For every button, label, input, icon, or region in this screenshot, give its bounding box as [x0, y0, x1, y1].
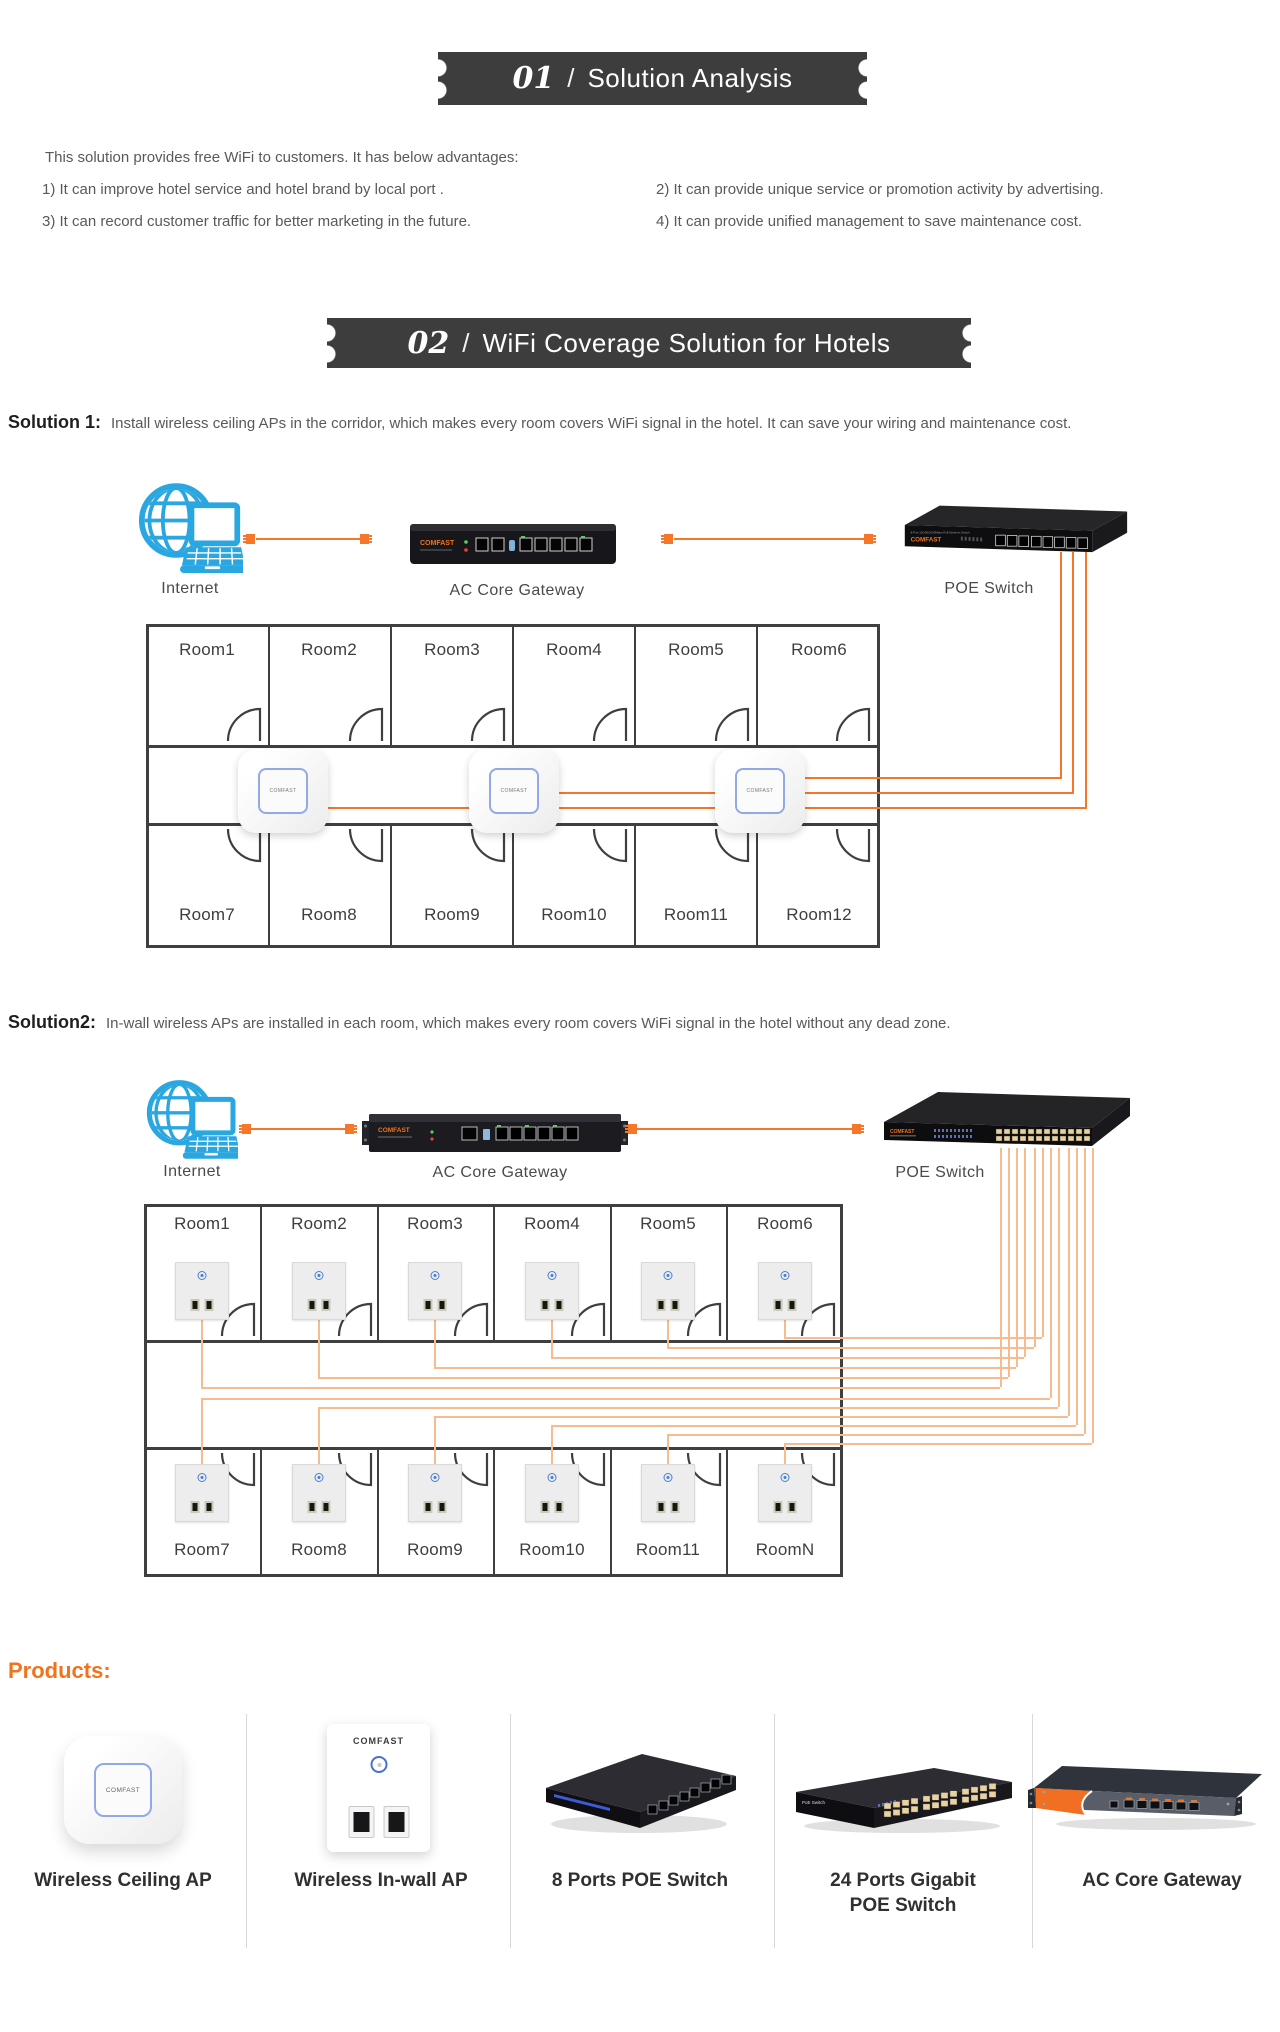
led-icon: [548, 1473, 557, 1482]
gateway-label: AC Core Gateway: [432, 1164, 568, 1181]
rj45-ports-icon: [424, 1501, 447, 1513]
ceiling-ap-faceplate: [489, 768, 539, 814]
room-label: RoomN: [755, 1540, 815, 1559]
plug-icon: [628, 1124, 637, 1134]
plug-icon: [864, 534, 873, 544]
room-label: Room8: [291, 1540, 347, 1559]
device-brand: COMFAST: [910, 536, 942, 544]
network-cable: [1076, 1148, 1078, 1425]
room-label: Room1: [179, 640, 235, 659]
network-cable: [1068, 1148, 1070, 1416]
network-cable: [434, 1367, 1016, 1369]
door-icon: [348, 827, 384, 863]
room-label: Room2: [301, 640, 357, 659]
ceiling-ap-device: [715, 749, 805, 833]
internet-label: Internet: [161, 580, 219, 597]
product-label: 8 Ports POE Switch: [551, 1870, 729, 1891]
wall: [512, 627, 514, 745]
inwall-ap-device: [292, 1464, 346, 1522]
solution1-label: Solution 1:: [8, 412, 101, 432]
rj45-ports-icon: [424, 1299, 447, 1311]
network-cable: [667, 1320, 669, 1347]
door-icon: [714, 707, 750, 743]
room-label: Room3: [407, 1214, 463, 1233]
wall: [610, 1207, 612, 1340]
gateway-label: AC Core Gateway: [449, 582, 585, 599]
network-cable: [667, 1347, 1034, 1349]
room-label: Room11: [663, 905, 729, 924]
wall: [512, 825, 514, 945]
ceiling-ap-device: [469, 749, 559, 833]
rj45-ports-icon: [191, 1299, 214, 1311]
wall: [493, 1449, 495, 1574]
room-label: Room9: [424, 905, 480, 924]
wall: [377, 1449, 379, 1574]
product-image-ac-gateway: [1028, 1738, 1280, 1840]
network-cable: [1085, 552, 1087, 808]
door-icon: [592, 827, 628, 863]
rj45-ports-icon: [657, 1501, 680, 1513]
banner-separator: /: [462, 327, 470, 358]
section2-title: WiFi Coverage Solution for Hotels: [482, 327, 891, 358]
plug-icon: [246, 534, 255, 544]
rj45-ports-icon: [541, 1501, 564, 1513]
network-cable: [667, 1434, 669, 1464]
rj45-ports-icon: [657, 1299, 680, 1311]
inwall-ap-device: [525, 1464, 579, 1522]
product-label: Wireless In-wall AP: [294, 1870, 468, 1891]
section1-title: Solution Analysis: [587, 63, 793, 93]
network-cable: [201, 1320, 203, 1387]
led-icon: [315, 1271, 324, 1280]
product-label: Wireless Ceiling AP: [34, 1870, 212, 1891]
poe-switch-label: POE Switch: [944, 580, 1034, 597]
network-cable: [551, 1320, 553, 1357]
network-cable: [551, 1425, 1076, 1427]
wall: [726, 1449, 728, 1574]
room-label: Room10: [519, 1540, 585, 1559]
inwall-ap-device: [758, 1464, 812, 1522]
advantage-1: 1) It can improve hotel service and hotel brand by local port .: [42, 181, 444, 198]
room-label: Room11: [635, 1540, 701, 1559]
network-cable: [805, 777, 1062, 779]
advantage-3: 3) It can record customer traffic for better marketing in the future.: [42, 213, 472, 230]
wall: [634, 627, 636, 745]
solution2-row: [8, 1012, 951, 1033]
poe-switch-label: POE Switch: [895, 1164, 985, 1181]
internet-icon: [138, 476, 243, 586]
door-icon: [835, 707, 871, 743]
device-brand: COMFAST: [105, 1786, 141, 1794]
wall: [260, 1207, 262, 1340]
device-brand: COMFAST: [353, 1736, 404, 1746]
network-cable: [1008, 1148, 1010, 1377]
network-cable: [1050, 1148, 1052, 1398]
led-icon: [315, 1473, 324, 1482]
network-cable: [551, 1425, 553, 1464]
device-brand: COMFAST: [500, 788, 528, 794]
led-icon: [431, 1271, 440, 1280]
rj45-ports-icon: [774, 1501, 797, 1513]
intro-text: This solution provides free WiFi to customers. It has below advantages:: [45, 149, 519, 166]
network-cable: [328, 807, 1087, 809]
plug-icon: [345, 1124, 354, 1134]
device-print: 8-Port 10/100/1000Mbps PoE Ethernet Switch: [910, 530, 970, 535]
network-cable: [318, 1407, 320, 1464]
rj45-ports-icon: [541, 1299, 564, 1311]
solution1-text: Install wireless ceiling APs in the corridor, which makes every room covers WiFi signal in the hotel. It can save your wiring and maintenance cost.: [111, 415, 1072, 432]
network-cable: [784, 1320, 786, 1337]
room-label: Room12: [786, 905, 852, 924]
room-label: Room5: [640, 1214, 696, 1233]
wall: [390, 825, 392, 945]
door-icon: [470, 707, 506, 743]
product-label: AC Core Gateway: [1082, 1870, 1242, 1891]
device-brand: COMFAST: [890, 1129, 915, 1135]
wall: [634, 825, 636, 945]
plug-icon: [664, 534, 673, 544]
led-icon: [781, 1473, 790, 1482]
wall: [756, 825, 758, 945]
rj45-ports-icon: [308, 1501, 331, 1513]
products-heading: Products:: [8, 1658, 111, 1683]
section2-number: 02: [407, 325, 450, 361]
room-label: Room9: [407, 1540, 463, 1559]
ceiling-ap-device: [238, 749, 328, 833]
device-brand: COMFAST: [269, 788, 297, 794]
network-cable: [318, 1320, 320, 1377]
network-cable: [559, 792, 1074, 794]
led-icon: [548, 1271, 557, 1280]
led-icon: [198, 1473, 207, 1482]
network-cable: [637, 1128, 852, 1130]
internet-label: Internet: [163, 1163, 221, 1180]
inwall-ap-device: [758, 1262, 812, 1320]
wall: [268, 627, 270, 745]
divider: [510, 1714, 511, 1948]
room-label: Room7: [174, 1540, 230, 1559]
wall: [610, 1449, 612, 1574]
ceiling-ap-faceplate: [94, 1763, 152, 1817]
led-icon: [664, 1473, 673, 1482]
inwall-ap-device: [175, 1464, 229, 1522]
wall: [726, 1207, 728, 1340]
rj45-ports-icon: [774, 1299, 797, 1311]
led-icon: [198, 1271, 207, 1280]
product-image-poe-switch-24: [782, 1742, 1024, 1840]
section1-banner: [438, 52, 867, 105]
rj45-ports-icon: [348, 1806, 409, 1838]
network-cable: [667, 1434, 1084, 1436]
network-cable: [1060, 552, 1062, 778]
inwall-ap-device: [292, 1262, 346, 1320]
room-label: Room3: [424, 640, 480, 659]
network-cable: [1058, 1148, 1060, 1407]
room-label: Room7: [179, 905, 235, 924]
wall: [268, 825, 270, 945]
poe-switch-device: [876, 1084, 1138, 1150]
network-cable: [784, 1337, 1042, 1339]
network-cable: [784, 1443, 1092, 1445]
device-brand: COMFAST: [378, 1127, 410, 1134]
device-brand: COMFAST: [746, 788, 774, 794]
ac-gateway-device: [408, 514, 618, 570]
wall: [493, 1207, 495, 1340]
room-label: Room8: [301, 905, 357, 924]
door-icon: [592, 707, 628, 743]
door-icon: [226, 707, 262, 743]
network-cable: [1034, 1148, 1036, 1347]
advantage-2: 2) It can provide unique service or promotion activity by advertising.: [656, 181, 1104, 198]
room-label: Room5: [668, 640, 724, 659]
wall: [147, 1340, 840, 1343]
room-label: Room4: [546, 640, 602, 659]
poe-switch-device: [898, 496, 1132, 554]
network-cable: [1084, 1148, 1086, 1434]
ac-gateway-device: [362, 1112, 628, 1154]
door-icon: [835, 827, 871, 863]
inwall-ap-device: [175, 1262, 229, 1320]
device-brand: COMFAST: [420, 540, 455, 547]
rj45-ports-icon: [308, 1299, 331, 1311]
network-cable: [674, 538, 864, 540]
network-cable: [551, 1357, 1024, 1359]
product-label: POE Switch: [849, 1895, 957, 1916]
divider: [246, 1714, 247, 1948]
room-label: Room10: [541, 905, 607, 924]
room-label: Room6: [757, 1214, 813, 1233]
room-label: Room4: [524, 1214, 580, 1233]
network-cable: [256, 538, 360, 540]
network-cable: [1016, 1148, 1018, 1367]
wall: [756, 627, 758, 745]
network-cable: [318, 1407, 1058, 1409]
wall: [149, 745, 877, 748]
network-cable: [1072, 552, 1074, 793]
network-cable: [201, 1387, 1000, 1389]
solution2-text: In-wall wireless APs are installed in each room, which makes every room covers WiFi signal in the hotel without any dead zone.: [106, 1015, 951, 1032]
wall: [377, 1207, 379, 1340]
product-image-inwall-ap: [327, 1724, 430, 1852]
internet-icon: [146, 1074, 238, 1170]
plug-icon: [242, 1124, 251, 1134]
network-cable: [1042, 1148, 1044, 1337]
led-icon: [370, 1756, 387, 1773]
wall: [260, 1449, 262, 1574]
plug-icon: [852, 1124, 861, 1134]
inwall-ap-device: [408, 1262, 462, 1320]
network-cable: [434, 1320, 436, 1367]
network-cable: [434, 1416, 1068, 1418]
section1-number: 01: [512, 61, 555, 96]
led-icon: [781, 1271, 790, 1280]
network-cable: [201, 1398, 1050, 1400]
product-image-ceiling-ap: [64, 1736, 182, 1844]
room-label: Room2: [291, 1214, 347, 1233]
solution2-label: Solution2:: [8, 1012, 96, 1032]
network-cable: [1000, 1148, 1002, 1387]
inwall-ap-device: [641, 1262, 695, 1320]
network-cable: [251, 1128, 345, 1130]
solution1-row: [8, 412, 1071, 433]
network-cable: [434, 1416, 436, 1464]
network-cable: [1024, 1148, 1026, 1357]
divider: [774, 1714, 775, 1948]
banner-separator: /: [567, 63, 575, 93]
product-label: 24 Ports Gigabit: [830, 1870, 976, 1891]
inwall-ap-device: [525, 1262, 579, 1320]
advantage-4: 4) It can provide unified management to save maintenance cost.: [656, 213, 1083, 230]
section2-banner: [327, 318, 971, 368]
network-cable: [784, 1443, 786, 1464]
led-icon: [664, 1271, 673, 1280]
room-label: Room1: [174, 1214, 230, 1233]
rj45-ports-icon: [191, 1501, 214, 1513]
network-cable: [1092, 1148, 1094, 1443]
network-cable: [318, 1377, 1008, 1379]
network-cable: [201, 1398, 203, 1464]
ceiling-ap-faceplate: [258, 768, 308, 814]
led-icon: [431, 1473, 440, 1482]
ceiling-ap-faceplate: [735, 768, 785, 814]
plug-icon: [360, 534, 369, 544]
door-icon: [348, 707, 384, 743]
inwall-ap-device: [408, 1464, 462, 1522]
device-print: PoE Switch: [802, 1800, 826, 1805]
inwall-ap-device: [641, 1464, 695, 1522]
product-image-poe-switch-8: [524, 1732, 759, 1844]
room-label: Room6: [791, 640, 847, 659]
wall: [390, 627, 392, 745]
